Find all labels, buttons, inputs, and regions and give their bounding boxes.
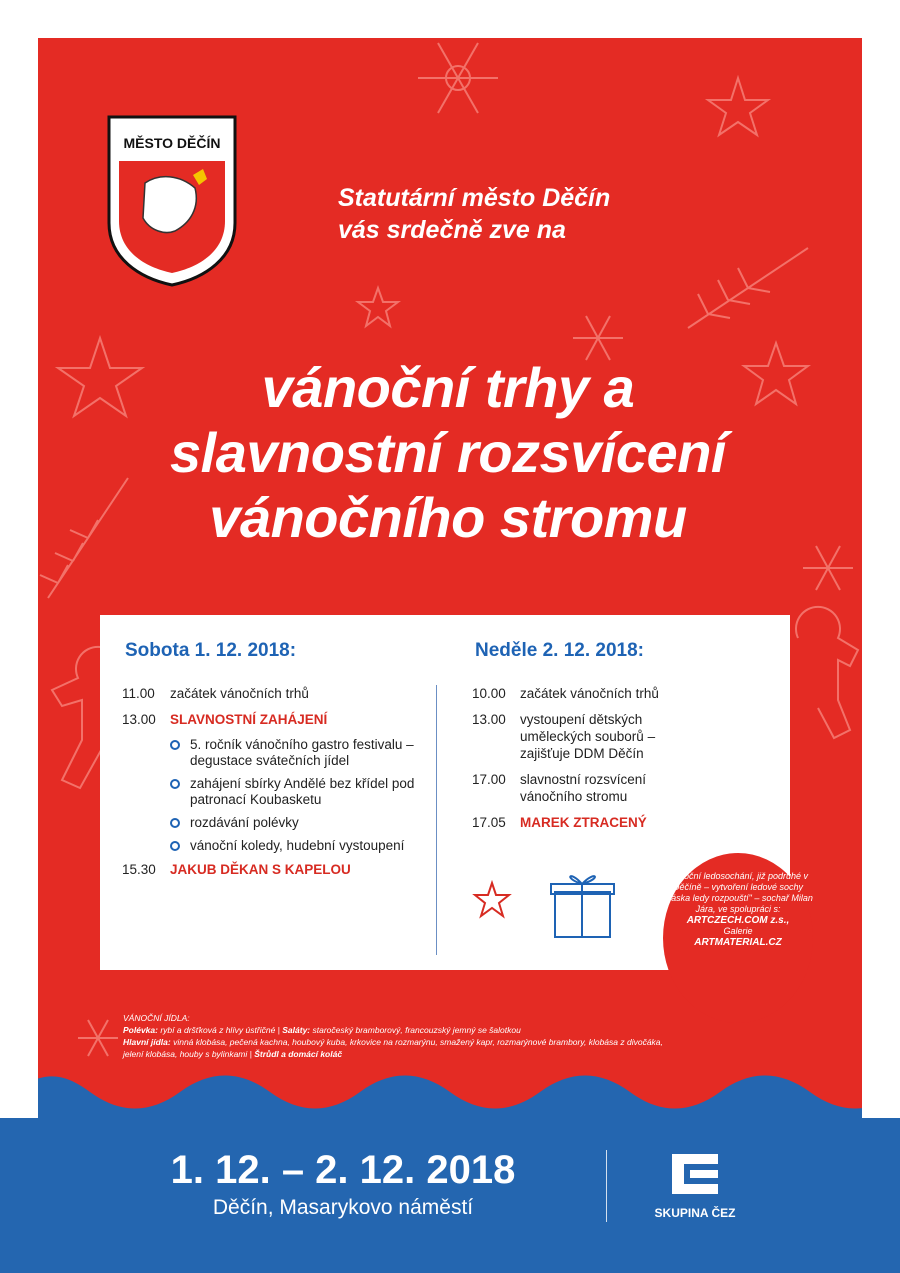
- snowflake-icon: [418, 43, 498, 113]
- snowflake-icon: [573, 316, 623, 360]
- list-item: [170, 838, 422, 854]
- saturday-title: Sobota 1. 12. 2018:: [125, 640, 297, 661]
- schedule-time: 17.05: [472, 815, 506, 830]
- schedule-time: 17.00: [472, 772, 506, 787]
- saturday-schedule: [122, 685, 422, 887]
- soups-label: Polévka:: [123, 1025, 158, 1035]
- schedule-item: [122, 685, 422, 702]
- bullet-icon: [170, 818, 180, 828]
- list-item: [170, 776, 422, 808]
- event-dates: 1. 12. – 2. 12. 2018: [170, 1148, 516, 1192]
- wave-divider: [38, 1070, 862, 1118]
- schedule-text: slavnostní rozsvícení vánočního stromu: [520, 772, 647, 804]
- badge-partner-1: ARTCZECH.COM z.s.,: [686, 915, 790, 926]
- logo-title: MĚSTO DĚČÍN: [123, 135, 221, 151]
- list-item-text: rozdávání polévky: [190, 815, 299, 830]
- badge-partner-2: ARTMATERIAL.CZ: [694, 937, 782, 948]
- sunday-title: Neděle 2. 12. 2018:: [475, 640, 644, 661]
- badge-text: Vánoční ledosochání, již podruhé v Děčíně – vytvoření ledové sochy „Láska ledy rozpouští" – sochař Milan Jára, ve spolupráci s:: [663, 871, 813, 914]
- sponsor-name: SKUPINA ČEZ: [654, 1206, 736, 1220]
- list-item-text: vánoční koledy, hudební vystoupení: [190, 838, 405, 853]
- schedule-item: [472, 711, 712, 762]
- soups: rybí a dršťková z hlívy ústřičné: [160, 1025, 276, 1035]
- schedule-item: [472, 771, 712, 805]
- schedule-text: MAREK ZTRACENÝ: [520, 815, 647, 830]
- fir-branch-icon: [688, 248, 808, 328]
- footer-divider: [606, 1150, 607, 1222]
- salads-label: Saláty:: [282, 1025, 311, 1035]
- sunday-schedule: [472, 685, 712, 840]
- schedule-item: [472, 814, 712, 831]
- list-item: [170, 737, 422, 769]
- food-heading: VÁNOČNÍ JÍDLA:: [123, 1013, 190, 1023]
- schedule-text: vystoupení dětských uměleckých souborů – zajišťuje DDM Děčín: [520, 712, 656, 761]
- invitation-line-2: vás srdečně zve na: [338, 216, 566, 244]
- list-item-text: 5. ročník vánočního gastro festivalu – degustace svátečních jídel: [190, 737, 414, 768]
- schedule-time: 15.30: [122, 862, 156, 877]
- list-item-text: zahájení sbírky Andělé bez křídel pod patronací Koubasketu: [190, 776, 415, 807]
- schedule-time: 13.00: [122, 712, 156, 727]
- food-line-1: Polévka: rybí a dršťková z hlívy ústřičné | Saláty: staročeský bramborový, francouzský jemný se šalotkou: [123, 1025, 521, 1035]
- schedule-text: JAKUB DĚKAN S KAPELOU: [170, 862, 351, 877]
- bullet-icon: [170, 740, 180, 750]
- schedule-item: [122, 861, 422, 878]
- invitation-text: [338, 182, 798, 246]
- mains-label: Hlavní jídla:: [123, 1037, 171, 1047]
- schedule-text: začátek vánočních trhů: [170, 686, 309, 701]
- bullet-icon: [170, 841, 180, 851]
- event-place: Děčín, Masarykovo náměstí: [212, 1196, 474, 1219]
- star-icon: [472, 880, 512, 920]
- event-headline: [58, 355, 838, 550]
- snowflake-icon: [78, 1020, 118, 1056]
- snowflake-icon: [803, 546, 853, 590]
- mains: vinná klobása, pečená kachna, houbový kuba, krkovice na rozmarýnu, smažený kapr, rozmarýnové brambory, klobása z divočáka, jelení klobása, houby s bylinkami: [123, 1037, 663, 1059]
- schedule-text: SLAVNOSTNÍ ZAHÁJENÍ: [170, 712, 328, 727]
- star-icon: [358, 288, 398, 326]
- invitation-line-1: Statutární město Děčín: [338, 184, 611, 212]
- salads: staročeský bramborový, francouzský jemný se šalotkou: [312, 1025, 521, 1035]
- schedule-time: 11.00: [122, 686, 155, 701]
- desserts: Štrůdl a domácí koláč: [254, 1049, 343, 1059]
- bullet-icon: [170, 779, 180, 789]
- column-divider: [436, 685, 437, 955]
- headline-line-3: vánočního stromu: [209, 486, 687, 549]
- schedule-item: [122, 711, 422, 728]
- schedule-text: začátek vánočních trhů: [520, 686, 659, 701]
- list-item: [170, 815, 422, 831]
- star-icon: [708, 78, 768, 135]
- schedule-time: 13.00: [472, 712, 506, 727]
- gingerbread-man-icon: [796, 607, 858, 738]
- badge-connector: Galerie: [723, 926, 753, 936]
- ice-sculpture-badge: [663, 853, 813, 1023]
- city-logo: [105, 113, 239, 289]
- schedule-time: 10.00: [472, 686, 506, 701]
- food-menu: [123, 1012, 673, 1060]
- cez-logo-icon: [668, 1150, 722, 1198]
- headline-line-1: vánoční trhy a: [261, 356, 635, 419]
- food-line-2: Hlavní jídla: vinná klobása, pečená kachna, houbový kuba, krkovice na rozmarýnu, smažený kapr, rozmarýnové brambory, klobása z divočáka, jelení klobása, houby s bylinkami | Štrůdl a domácí koláč: [123, 1037, 663, 1059]
- opening-subitems: [170, 737, 422, 854]
- headline-line-2: slavnostní rozsvícení: [170, 421, 726, 484]
- gift-icon: [545, 870, 620, 940]
- schedule-item: [472, 685, 712, 702]
